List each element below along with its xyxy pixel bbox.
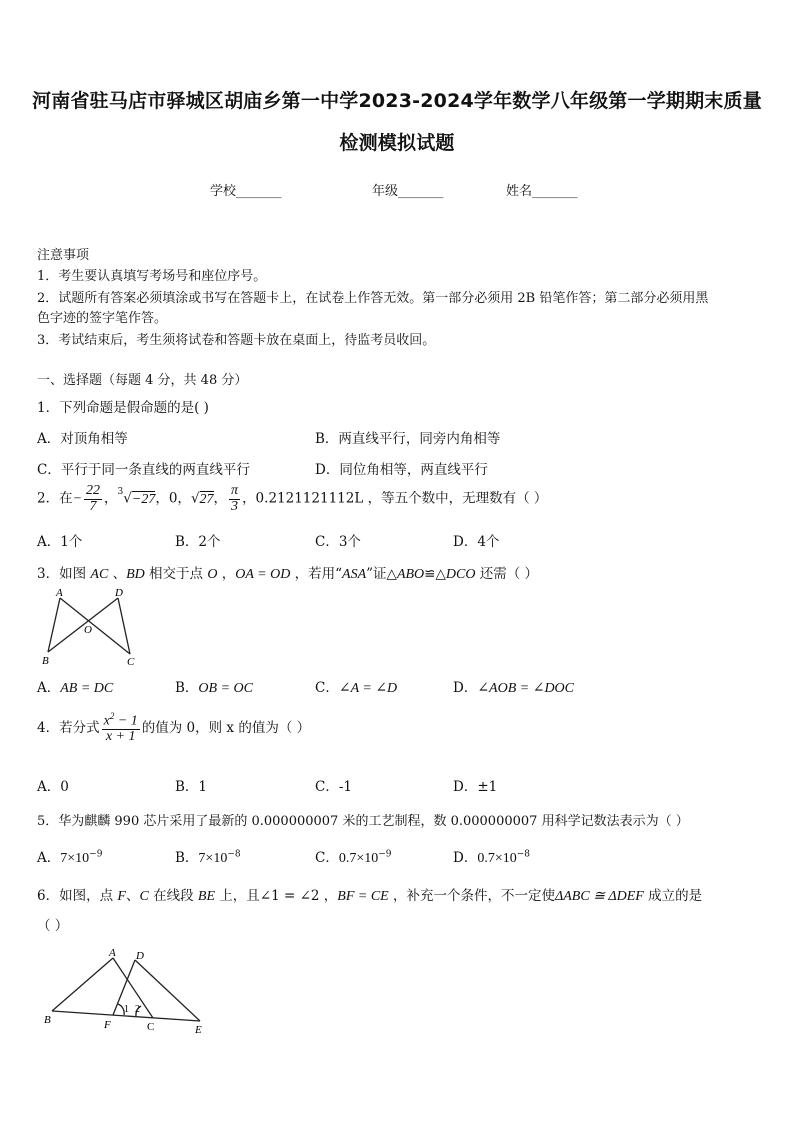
q6-text: 上，且∠1 = ∠2 ，	[215, 888, 338, 904]
q1-option-c: C．平行于同一条直线的两直线平行	[37, 462, 250, 478]
q2-fraction-1	[84, 484, 102, 514]
q2-neg-sign: −	[72, 491, 83, 507]
q2-option-d: D．4个	[453, 534, 500, 550]
q6-label-d: D	[136, 950, 144, 962]
q3-text: ”证△	[366, 566, 397, 582]
q2-fraction-2-num: π	[231, 483, 239, 498]
q3-option-c-text: ∠A = ∠D	[338, 681, 398, 696]
note-item-1: 1．考生要认真填写考场号和座位序号。	[37, 269, 267, 284]
q6-text: 6．如图，点	[37, 888, 118, 904]
q3-math: AC	[90, 567, 109, 582]
q4-suffix: 的值为 0，则 x 的值为（ ）	[141, 720, 311, 737]
q3-option-a-text: AB = DC	[60, 681, 114, 696]
q4-fraction	[102, 712, 140, 745]
q3-congruent-symbol: ≌	[424, 566, 436, 582]
q3-option-c-prefix: C．	[315, 680, 339, 696]
q3-text: 还需（ ）	[475, 566, 539, 582]
q2-fraction-2	[229, 484, 240, 514]
q5-option-c-prefix: C．	[315, 850, 339, 866]
q2-fraction-1-den: 7	[89, 498, 97, 514]
q3-option-d	[453, 676, 574, 697]
q3-text: 、	[108, 566, 127, 582]
q5-option-a	[37, 846, 102, 867]
q6-math: C	[139, 889, 149, 904]
q1-option-a: A．对顶角相等	[37, 431, 128, 447]
q2-sep2: ，	[213, 490, 228, 507]
exam-title-line2: 检测模拟试题	[339, 132, 455, 154]
q6-text: 成立的是	[643, 888, 703, 904]
q4-num-base: x	[103, 713, 110, 729]
q4-num-exp: 2	[109, 711, 115, 721]
q6-text: 、	[125, 888, 140, 904]
q4-option-d: D．±1	[453, 779, 498, 795]
q3-option-b-prefix: B．	[175, 680, 199, 696]
q4-prefix: 4．若分式	[37, 720, 100, 737]
q6-label-c: C	[147, 1021, 155, 1033]
q6-label-b: B	[44, 1014, 51, 1026]
q1-option-d: D．同位角相等，两直线平行	[315, 462, 488, 478]
q3-math: BD	[126, 567, 145, 582]
exam-title-line1: 河南省驻马店市驿城区胡庙乡第一中学2023-2024学年数学八年级第一学期期末质量	[32, 90, 762, 112]
q2-cbrt-arg: −27	[131, 491, 156, 507]
q4-num-rest: − 1	[114, 713, 138, 729]
q5-option-b	[175, 846, 241, 867]
q2-sep: ，	[104, 490, 118, 507]
note-item-3: 3．考试结束后，考生须将试卷和答题卡放在桌面上，待监考员收回。	[37, 333, 436, 348]
q6-stem	[37, 884, 702, 905]
q3-label-c: C	[127, 656, 135, 668]
q6-label-angle1: 1	[124, 1004, 129, 1015]
q3-label-a: A	[56, 587, 63, 599]
q5-stem: 5．华为麒麟 990 芯片采用了最新的 0.000000007 米的工艺制程，数 0.000000007 用科学记数法表示为（ ）	[37, 814, 689, 829]
q6-math: BF = CE	[337, 889, 389, 904]
q3-option-b-text: OB = OC	[198, 681, 253, 696]
q5-option-b-exp: −8	[227, 849, 241, 860]
q6-text: 在线段	[148, 888, 198, 904]
q6-text: ，补充一个条件，不一定使	[388, 888, 556, 904]
q5-option-d	[453, 846, 530, 867]
q5-option-d-exp: −8	[516, 849, 531, 860]
q2-stem	[37, 484, 547, 514]
q3-option-d-text: ∠AOB = ∠DOC	[477, 681, 575, 696]
q5-option-a-base: 7×10	[60, 851, 90, 866]
q2-option-a: A．1个	[37, 534, 83, 550]
q3-label-b: B	[42, 655, 49, 667]
q3-math: O	[207, 567, 218, 582]
q4-fraction-num	[102, 712, 140, 730]
radical-icon: √	[190, 490, 200, 507]
q4-fraction-den: x + 1	[105, 729, 136, 745]
q5-option-b-prefix: B．	[175, 850, 199, 866]
grade-field: 年级_______	[372, 184, 444, 199]
notes-heading: 注意事项	[37, 248, 90, 263]
q3-figure	[38, 586, 148, 668]
q3-math: ASA	[342, 567, 367, 582]
q3-stem	[37, 562, 538, 583]
q3-math: OA = OD	[235, 567, 291, 582]
q1-stem: 1．下列命题是假命题的是( )	[37, 400, 209, 416]
q6-label-angle2: 2	[135, 1004, 140, 1015]
q6-math: ΔABC ≅ ΔDEF	[555, 889, 644, 904]
q2-cbrt-index: 3	[117, 487, 124, 498]
q2-fraction-2-den: 3	[231, 498, 239, 514]
q6-stem-line2: （ ）	[37, 918, 69, 934]
radical-icon: √	[123, 490, 132, 507]
q5-option-a-prefix: A．	[37, 850, 61, 866]
q3-option-b	[175, 676, 253, 697]
name-field: 姓名_______	[506, 184, 578, 199]
q5-option-c-exp: −9	[378, 849, 392, 860]
q3-text: ，	[217, 566, 236, 582]
q6-label-f: F	[104, 1019, 111, 1031]
q3-text: ，若用“	[290, 566, 343, 582]
q2-sqrt-arg: 27	[199, 491, 214, 507]
q4-option-c: C．-1	[315, 779, 352, 795]
q5-option-c-base: 0.7×10	[338, 851, 379, 866]
note-item-2-cont: 色字迹的签字笔作答。	[37, 311, 168, 326]
q3-label-d: D	[115, 587, 123, 599]
q2-tail: ，0.2121121112L ，等五个数中，无理数有（ ）	[242, 490, 548, 507]
q6-math: F	[117, 889, 126, 904]
q6-figure	[40, 946, 215, 1038]
q5-option-d-prefix: D．	[453, 850, 478, 866]
q4-stem	[37, 712, 310, 745]
note-item-2: 2．试题所有答案必须填涂或书写在答题卡上，在试卷上作答无效。第一部分必须用 2B 铅笔作答；第二部分必须用黑	[37, 291, 709, 306]
q2-option-c: C．3个	[315, 534, 361, 550]
q4-option-a: A．0	[37, 779, 69, 795]
q5-option-a-exp: −9	[89, 849, 103, 860]
q3-option-c	[315, 676, 397, 697]
q3-option-a-prefix: A．	[37, 680, 61, 696]
q6-label-e: E	[195, 1024, 202, 1036]
q3-option-d-prefix: D．	[453, 680, 478, 696]
q5-option-c	[315, 846, 392, 867]
q3-text: 3．如图	[37, 566, 91, 582]
q3-math: DCO	[445, 567, 476, 582]
q5-option-d-base: 0.7×10	[477, 851, 517, 866]
q1-option-b: B．两直线平行，同旁内角相等	[315, 431, 501, 447]
section-heading: 一、选择题（每题 4 分，共 48 分）	[37, 373, 248, 388]
q3-math: ABO	[396, 567, 425, 582]
q6-label-a: A	[109, 947, 116, 959]
q6-math: BE	[197, 889, 215, 904]
q3-option-a	[37, 676, 113, 697]
q4-option-b: B．1	[175, 779, 208, 795]
q5-option-b-base: 7×10	[198, 851, 228, 866]
q3-text: △	[435, 566, 446, 582]
q2-prefix: 2．在	[37, 490, 73, 507]
q2-option-b: B．2个	[175, 534, 221, 550]
q3-label-o: O	[84, 624, 92, 636]
q2-fraction-1-num: 22	[86, 483, 101, 498]
q3-text: 相交于点	[144, 566, 208, 582]
q2-zero: ，0，	[155, 490, 191, 507]
school-field: 学校_______	[210, 184, 282, 199]
